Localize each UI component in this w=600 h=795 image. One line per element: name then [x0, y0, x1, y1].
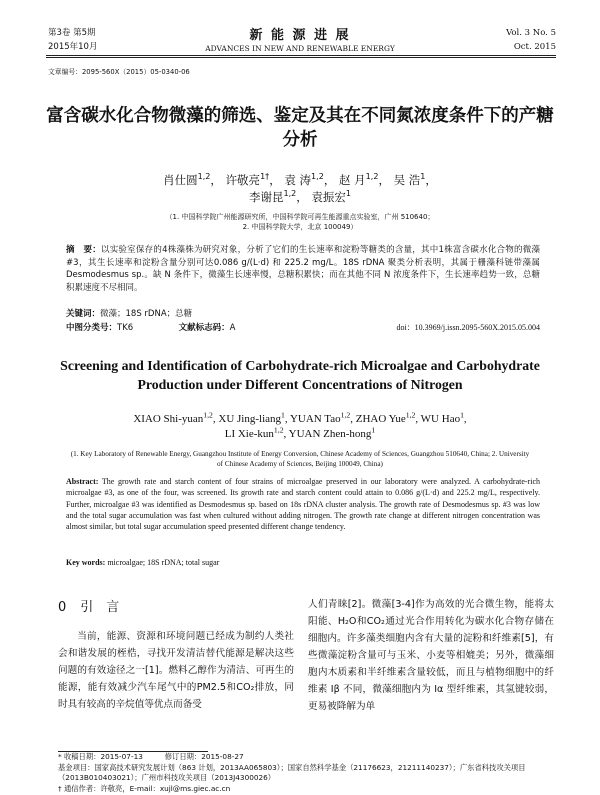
author-en: ZHAO Yue$^{1,2}$	[355, 410, 416, 425]
author-en: LI Xie-kun$^{1,2}$	[224, 425, 284, 440]
volume-number: Vol. 3 No. 5	[506, 28, 556, 38]
issue-cn: 第3卷 第5期	[48, 28, 96, 38]
journal-name-en: ADVANCES IN NEW AND RENEWABLE ENERGY	[205, 44, 395, 53]
author-cn: 李谢昆$^{1,2}$	[248, 189, 297, 204]
date-en: Oct. 2015	[513, 42, 556, 52]
section-heading	[58, 596, 119, 615]
keywords-cn: 关键词：微藻；18S rDNA；总糖	[66, 309, 193, 319]
abstract-cn: 摘 要：以实验室保存的4株藻株为研究对象，分析了它们的生长速率和淀粉等糖类的含量，其中1株富含碳水化合物的微藻#3，其生长速率和淀粉含量分别可达0.086 g/(L·d) 和 225.2 mg/L。18S rDNA 聚类分析表明，其属于栅藻科链带藻属 Desmodesmus sp.。缺 N 条件下，微藻生长速率慢，总糖积累快；而在其他不同 N 浓度条件下，生长速率趋势一致，总糖积累速度不尽相同。	[66, 245, 540, 293]
abstract-cn-label: 摘 要：	[66, 245, 101, 255]
authors-en: XIAO Shi-yuan$^{1,2}$, XU Jing-liang$^1$, YUAN Tao$^{1,2}$, ZHAO Yue$^{1,2}$, WU Hao$^1$, LI Xie-kun$^{1,2}$, YUAN Zhen-hong$^1$	[133, 410, 467, 440]
author-en: YUAN Tao$^{1,2}$	[289, 410, 351, 425]
affiliations-en: (1. Key Laboratory of Renewable Energy, Guangzhou Institute of Energy Conversion, Chinese Academy of Sciences, Guangzhou 510640, China; 2. University of Chinese Academy of Sciences, Beijing 100049, China)	[70, 450, 530, 468]
section-number: 0	[58, 600, 67, 615]
header-rule-2	[46, 57, 556, 58]
affiliations-cn: （1. 中国科学院广州能源研究所，中国科学院可再生能源重点实验室，广州 510640； 2. 中国科学院大学，北京 100049）	[165, 213, 435, 231]
keywords-en: Key words: microalgae; 18S rDNA; total sugar	[66, 558, 220, 567]
author-cn: 袁振宏$^1$	[311, 189, 352, 204]
clc-code: TK6	[117, 323, 134, 333]
keywords-en-label: Key words:	[66, 558, 106, 567]
intro-paragraph-right: 人们青睐[2]。微藻[3-4]作为高效的光合微生物，能将太阳能、H₂O和CO₂通过光合作用转化为碳水化合物存储在细胞内。许多藻类细胞内含有大量的淀粉和纤维素[5]，有些微藻淀粉含量可与玉米、小麦等相媲美；另外，微藻细胞内木质素和半纤维素含量较低，而且与植物细胞中的纤维素 Iβ 不同，微藻细胞内为 Iα 型纤维素，其氢键较弱，更易被降解为单	[308, 599, 554, 712]
footnote-correspondence: † 通信作者：许敬亮，E-mail：xujl@ms.giec.ac.cn	[58, 783, 231, 793]
author-cn: 袁 涛$^{1,2}$	[284, 172, 324, 187]
authors-cn: 肖仕圆$^{1,2}$， 许敬亮$^{1\dagger}$， 袁 涛$^{1,2}$， 赵 月$^{1,2}$， 吴 浩$^1$， 李谢昆$^{1,2}$， 袁振宏$^1$	[163, 172, 437, 204]
journal-name-cn: 新 能 源 进 展	[249, 28, 351, 43]
abstract-en: Abstract: The growth rate and starch content of four strains of microalgae preserved in our laboratory were analyzed. A carbohydrate-rich microalgae #3, as one of the four, was screened. Its growth rate and starch content could attain to 0.086 g/(L·d) and 225.2 mg/L, respectively. Further, microalgae #3 was identified as Desmodesmus sp. based on 18s rDNA cluster analysis. The growth rate of Desmodesmus sp. #3 was low and the total sugar accumulation was fast when cultured without adding nitrogen. The growth rate change at different nitrogen concentration was almost similar, but total sugar accumulation speed presented different change tendency.	[66, 477, 540, 532]
document-code: A	[229, 323, 236, 333]
author-cn: 肖仕圆$^{1,2}$	[163, 172, 211, 187]
doi: doi：10.3969/j.issn.2095-560X.2015.05.004	[396, 323, 540, 332]
header-rule	[46, 55, 556, 56]
article-number: 文章编号：2095-560X（2015）05-0340-06	[48, 68, 190, 76]
footnote-funding: 基金项目：国家高技术研究发展计划（863 计划，2013AA065803）；国家自然科学基金（21176623，21211140237）；广东省科技攻关项目（2013B010403021）；广州市科技攻关项目（2013J4300026）	[58, 762, 526, 782]
author-en: WU Hao$^1$	[420, 410, 464, 425]
classification-row: 中图分类号：TK6 文献标志码：A doi：10.3969/j.issn.2095-560X.2015.05.004	[66, 323, 540, 333]
abstract-en-label: Abstract:	[66, 477, 99, 486]
keywords-cn-label: 关键词：	[66, 309, 101, 319]
author-cn: 赵 月$^{1,2}$	[339, 172, 379, 187]
section-title: 引 言	[80, 600, 120, 615]
title-en: Screening and Identification of Carbohydrate-rich Microalgae and Carbohydrate Production under Different Concentrations of Nitrogen	[60, 358, 540, 392]
date-cn: 2015年10月	[48, 42, 98, 52]
author-cn: 吴 浩$^1$	[393, 172, 426, 187]
author-en: XIAO Shi-yuan$^{1,2}$	[133, 410, 213, 425]
intro-paragraph-left: 当前，能源、资源和环境问题已经成为制约人类社会和谐发展的桎梏，寻找开发清洁替代能源是解决这些问题的有效途径之一[1]。燃料乙醇作为清洁、可再生的能源，能有效减少汽车尾气中的PM2.5和CO₂排放，同时具有较高的辛烷值等优点而备受	[58, 631, 294, 710]
footnotes	[58, 752, 558, 794]
author-cn: 许敬亮$^{1\dagger}$	[225, 172, 270, 187]
title-cn: 富含碳水化合物微藻的筛选、鉴定及其在不同氮浓度条件下的产糖分析	[46, 106, 554, 150]
author-en: XU Jing-liang$^1$	[218, 410, 285, 425]
footnote-received: * 收稿日期：2015-07-13 修订日期：2015-08-27	[58, 752, 244, 761]
author-en: YUAN Zhen-hong$^1$	[288, 425, 376, 440]
